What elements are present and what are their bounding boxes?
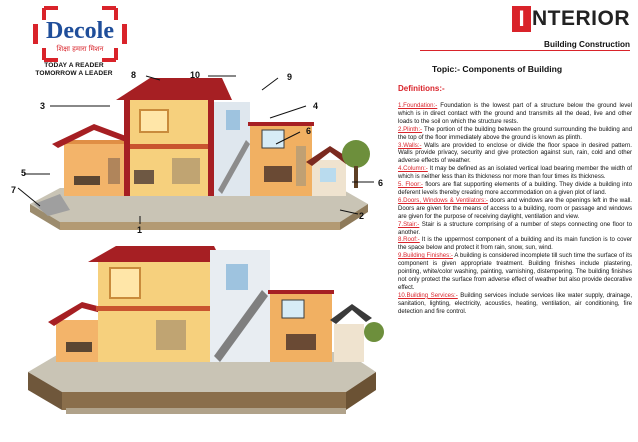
text-finishes: A building is considered incomplete till such time the surface of its component is given appropriate treatment. Building finishes include plastering, pointing, white/color washing, painting, varnishing, distempering. The building finishes not only protect the surface from adverse effect of weather but also provide decorative effect.: [398, 252, 632, 291]
top-house-illustration: [30, 78, 370, 230]
term-plinth: 2.Plinth:-: [398, 125, 423, 133]
definitions-panel: [398, 84, 632, 315]
term-column: 4.Column:-: [398, 165, 428, 173]
decole-logo: [30, 4, 130, 64]
house-cutaway-illustrations: [0, 70, 395, 442]
tagline-line-1: TODAY A READER: [44, 62, 104, 69]
brand-initial-badge: I: [512, 6, 531, 32]
label-finishes-9: 9: [287, 72, 293, 82]
definition-doors-windows: [398, 197, 632, 221]
logo-wordmark: Decole: [46, 18, 114, 44]
term-walls: 3.Walls:-: [398, 141, 422, 149]
text-column: It may be defined as an isolated vertical load bearing member the width of which is neither less than its thickness nor more than four times its thickness.: [398, 165, 632, 181]
label-walls-3: 3: [40, 101, 46, 111]
definition-roof: [398, 236, 632, 252]
label-openings-6b: 6: [378, 178, 384, 188]
label-roof-8: 8: [131, 70, 137, 80]
label-stair-7: 7: [11, 185, 17, 195]
text-floor: floors are flat supporting elements of a building. They divide a building into deferent levels thereby creating more accommodation on a given plot of land.: [398, 181, 633, 196]
section-subtitle: Building Construction: [420, 40, 630, 51]
tagline-line-2: TOMORROW A LEADER: [35, 70, 113, 77]
text-stair: Stair is a structure comprising of a number of steps connecting one floor to another.: [398, 220, 632, 236]
definition-floor: [398, 181, 632, 197]
definition-services: [398, 292, 632, 316]
topic-heading: Topic:- Components of Building: [432, 64, 563, 74]
definition-stair: [398, 221, 632, 237]
definition-walls: [398, 142, 632, 166]
text-walls: Walls are provided to enclose or divide the floor space in desired pattern. Walls provide privacy, security and give protection against sun, rain, cold and other adverse effects of weather.: [398, 141, 632, 165]
term-stair: 7.Stair:-: [398, 220, 420, 228]
interior-brand: [512, 4, 630, 34]
text-plinth: The portion of the building between the ground surrounding the building and the top of the floor immediately above the ground is known as plinth.: [398, 125, 632, 141]
definitions-title: Definitions:-: [398, 84, 445, 93]
definition-finishes: [398, 252, 632, 292]
definition-foundation: [398, 102, 632, 126]
label-openings-6a: 6: [306, 126, 312, 136]
label-floor-5: 5: [21, 168, 27, 178]
definition-plinth: [398, 126, 632, 142]
definition-column: [398, 165, 632, 181]
text-roof: It is the uppermost component of a building and its main function is to cover the space below and protect it from rain, snow, sun, wind.: [398, 236, 632, 252]
label-services-10: 10: [190, 70, 201, 80]
label-column-4: 4: [313, 101, 319, 111]
text-foundation: Foundation is the lowest part of a structure below the ground level which is in direct contact with the ground and transmits all the dead, live and other loads to the soil on which the structure rests.: [398, 102, 632, 125]
bottom-house-illustration: [28, 246, 384, 414]
text-services: Building services include services like water supply, drainage, sanitation, lighting, electricity, acoustics, heating, ventilation, air conditioning, fire detection and fire control.: [398, 291, 633, 315]
label-foundation-1: 1: [137, 225, 143, 235]
label-plinth-2: 2: [359, 211, 365, 221]
term-roof: 8.Roof:-: [398, 236, 420, 244]
brand-wordmark: NTERIOR: [532, 7, 630, 30]
logo-hindi-motto: शिक्षा हमारा मिशन: [56, 45, 104, 53]
term-floor: 5. Floor:-: [398, 181, 423, 189]
term-foundation: 1.Foundation:-: [398, 102, 438, 109]
term-finishes: 9.Building Finishes:-: [398, 252, 453, 260]
term-services: 10.Building Services:-: [398, 291, 458, 299]
text-doors-windows: doors and windows are the openings left in the wall. Doors are given for the means of access to a building, room or passage and windows are given for the purpose of receiving daylight, ventilation and view.: [398, 196, 632, 220]
term-doors-windows: 6.Doors, Windows & Ventilators:-: [398, 196, 488, 204]
